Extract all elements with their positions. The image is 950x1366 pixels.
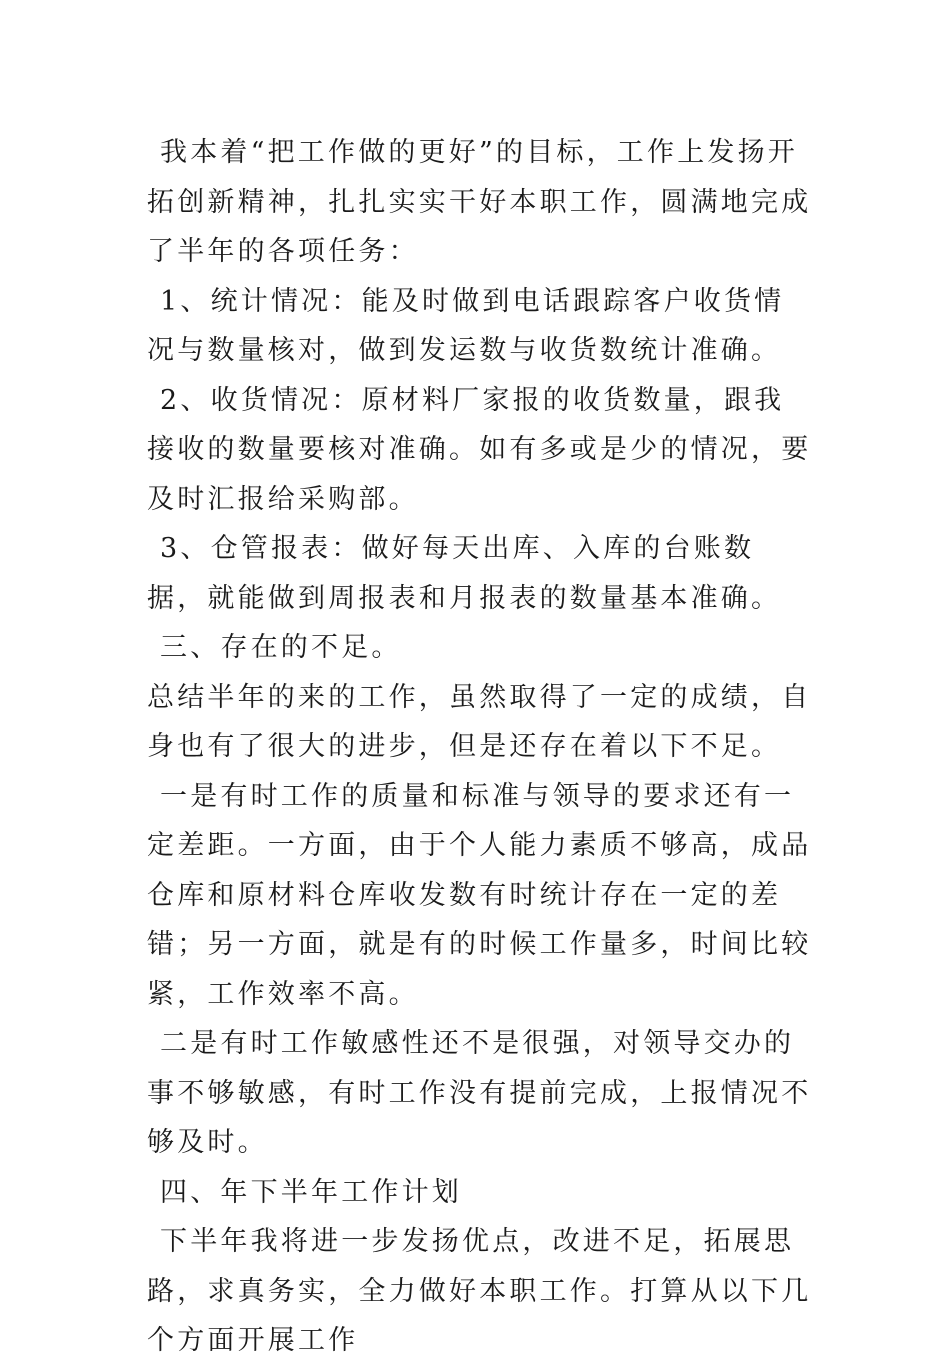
paragraph-shortcoming-2: 二是有时工作敏感性还不是很强，对领导交办的事不够敏感，有时工作没有提前完成，上报情况不够及时。 [147,1028,812,1158]
paragraph-item-2: 2、收货情况：原材料厂家报的收货数量，跟我接收的数量要核对准确。如有多或是少的情况，要及时汇报给采购部。 [147,384,812,515]
paragraph-item-3: 3、仓管报表：做好每天出库、入库的台账数据，就能做到周报表和月报表的数量基本准确。 [147,533,782,614]
paragraph-summary: 总结半年的来的工作，虽然取得了一定的成绩，自身也有了很大的进步，但是还存在着以下不足。 [147,681,812,762]
document-body [147,128,812,1366]
paragraph-intro: 我本着“把工作做的更好”的目标，工作上发扬开拓创新精神，扎扎实实干好本职工作，圆满地完成了半年的各项任务： [147,137,812,267]
paragraph-shortcoming-1: 一是有时工作的质量和标准与领导的要求还有一定差距。一方面，由于个人能力素质不够高，成品仓库和原材料仓库收发数有时统计存在一定的差错；另一方面，就是有的时候工作量多，时间比较紧，工作效率不高。 [147,780,812,1010]
paragraph-plan: 下半年我将进一步发扬优点，改进不足，拓展思路，求真务实，全力做好本职工作。打算从以下几个方面开展工作 [147,1226,812,1356]
paragraph-item-1: 1、统计情况：能及时做到电话跟踪客户收货情况与数量核对，做到发运数与收货数统计准确。 [147,285,785,366]
section-heading-plan: 四、年下半年工作计划 [160,1176,462,1208]
section-heading-shortcomings: 三、存在的不足。 [160,632,402,663]
